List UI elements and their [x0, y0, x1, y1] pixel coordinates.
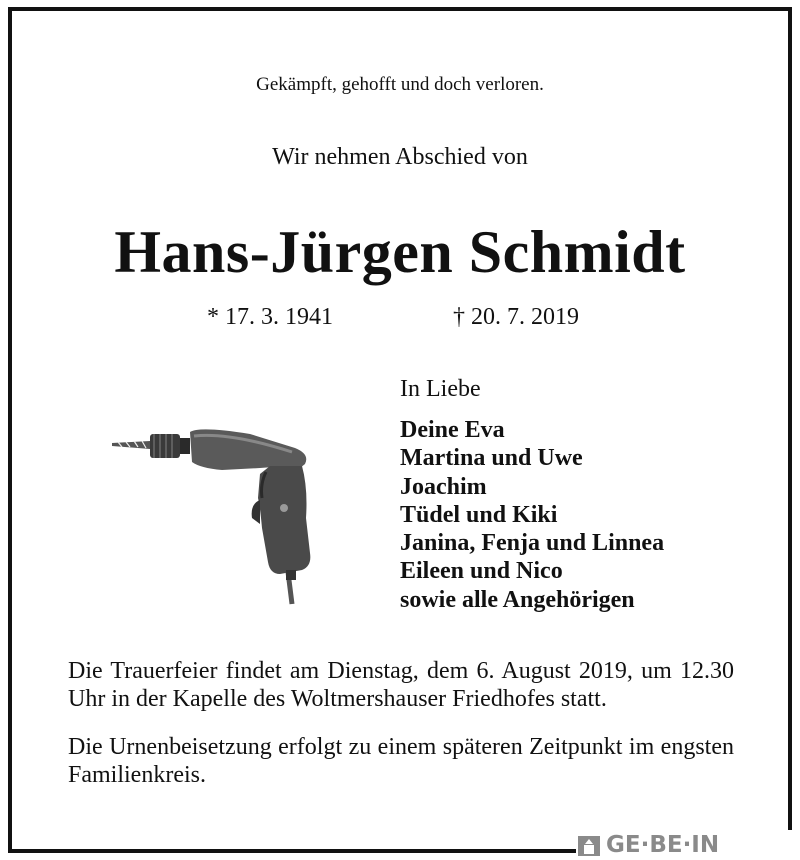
- list-item: Joachim: [400, 473, 487, 500]
- death-date: † 20. 7. 2019: [453, 304, 579, 330]
- burial-info: Die Urnenbeisetzung erfolgt zu einem späteren Zeitpunkt im engsten Familienkreis.: [68, 734, 734, 788]
- family-heading: In Liebe: [400, 376, 481, 402]
- publisher-logo: [576, 830, 794, 860]
- deceased-name: Hans-Jürgen Schmidt: [114, 219, 686, 285]
- list-item: sowie alle Angehörigen: [400, 586, 635, 613]
- gebein-logo-icon: [576, 832, 602, 858]
- motto: Gekämpft, gehofft und doch verloren.: [256, 74, 544, 95]
- list-item: Janina, Fenja und Linnea: [400, 530, 665, 557]
- list-item: Eileen und Nico: [400, 558, 563, 585]
- birth-date: * 17. 3. 1941: [207, 304, 333, 330]
- list-item: Martina und Uwe: [400, 445, 583, 472]
- ceremony-info: Die Trauerfeier findet am Dienstag, dem 6. August 2019, um 12.30 Uhr in der Kapelle des Woltmershauser Friedhofes statt.: [68, 658, 734, 712]
- list-item: Tüdel und Kiki: [400, 501, 558, 528]
- power-drill-icon: [110, 428, 320, 608]
- logo-text: GE·BE·IN: [606, 832, 720, 858]
- intro-text: Wir nehmen Abschied von: [272, 144, 528, 170]
- list-item: Deine Eva: [400, 417, 505, 443]
- mourners-list: [400, 416, 664, 614]
